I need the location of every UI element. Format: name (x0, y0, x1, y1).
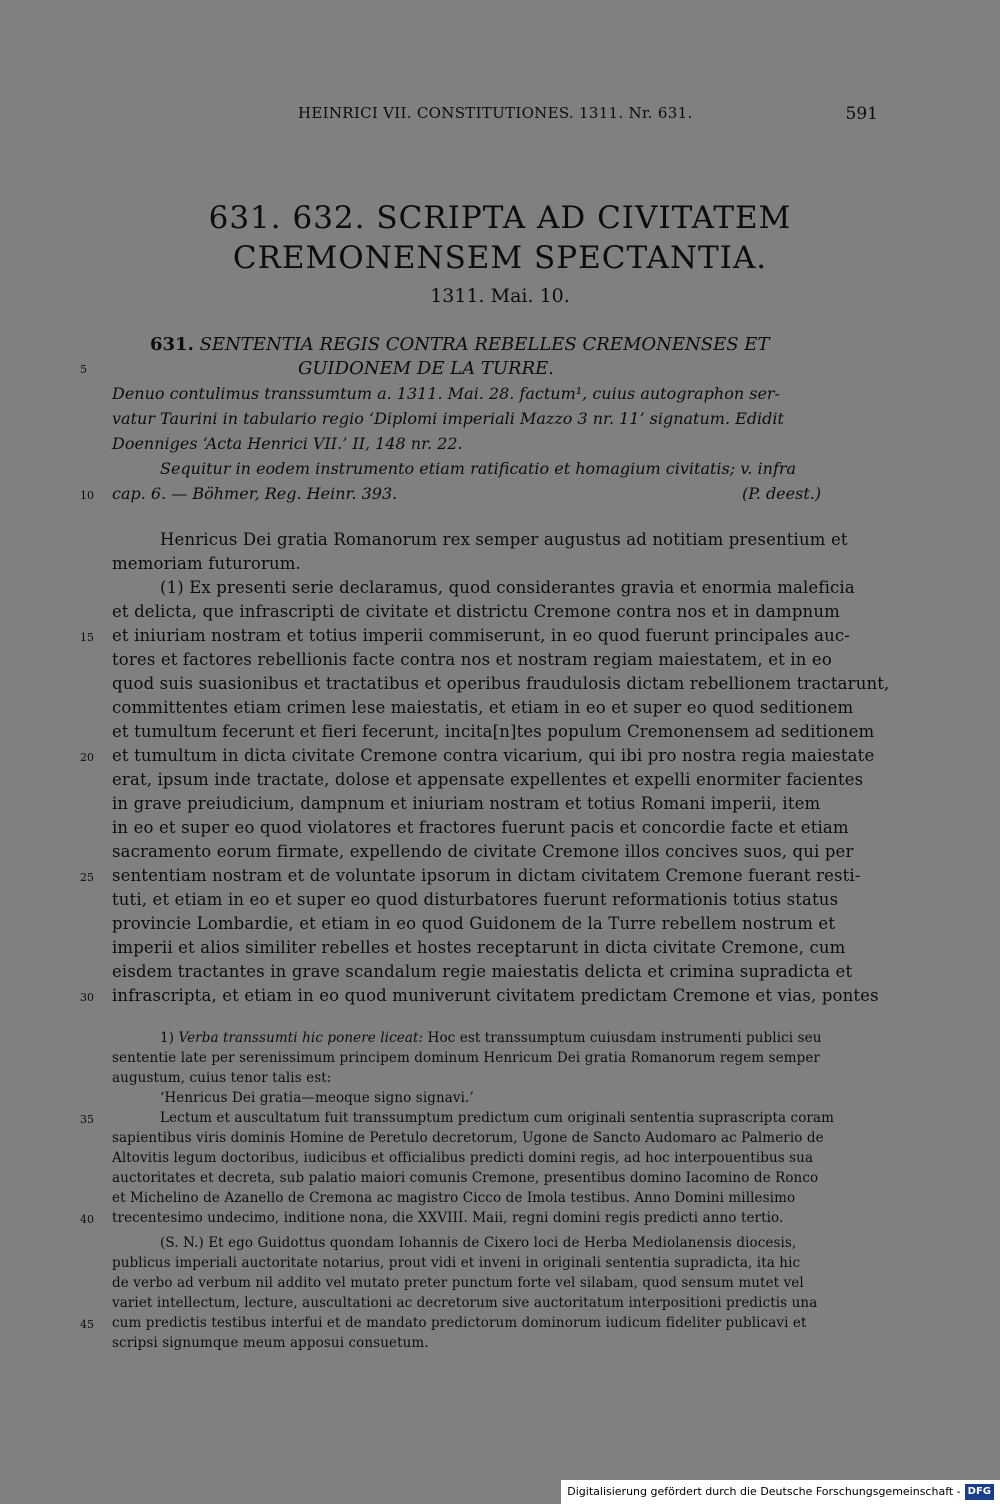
footnote-line: auctoritates et decreta, sub palatio maiori comunis Cremone, presentibus domino Iacomino de Ronco (112, 1170, 819, 1186)
footnote-line: sententie late per serenissimum principem dominum Henricum Dei gratia Romanorum regem semper (112, 1050, 821, 1066)
footnote-line: cum predictis testibus interfui et de mandato predictorum dominorum iudicum fideliter publicavi et (112, 1315, 807, 1331)
document-number: 631. (150, 334, 194, 355)
footnote-first-line (160, 1030, 822, 1046)
page-number: 591 (845, 104, 878, 124)
footnote-mark: 1) (160, 1030, 175, 1046)
footnote-line: de verbo ad verbum nil addito vel mutato preter punctum forte vel silabam, quod sensum mutet vel (112, 1275, 804, 1291)
body-line: et delicta, que infrascripti de civitate et districtu Cremone contra nos et in dampnum (112, 602, 840, 621)
body-line: erat, ipsum inde tractate, dolose et appensate expellentes et expelli enormiter facientes (112, 770, 864, 789)
footnote-line: Altovitis legum doctoribus, iudicibus et officialibus predicti domini regis, ad hoc interpouentibus sua (112, 1150, 814, 1166)
footnote-line: sapientibus viris dominis Homine de Peretulo decretorum, Ugone de Sancto Audomaro ac Palmerio de (112, 1130, 824, 1146)
footer-text: Digitalisierung gefördert durch die Deutsche Forschungsgemeinschaft - (567, 1485, 961, 1498)
body-line: committentes etiam crimen lese maiestatis, et etiam in eo et super eo quod seditionem (112, 698, 854, 717)
line-number: 10 (80, 489, 94, 502)
footnote-line: ‘Henricus Dei gratia—meoque signo signavi.’ (160, 1090, 474, 1106)
body-line: quod suis suasionibus et tractatibus et operibus fraudulosis dictam rebellionem tractarunt, (112, 674, 890, 693)
footnote-line: et Michelino de Azanello de Cremona ac magistro Cicco de Imola testibus. Anno Domini millesimo (112, 1190, 796, 1206)
body-line: et tumultum in dicta civitate Cremone contra vicarium, qui ibi pro nostra regia maiestate (112, 746, 875, 765)
body-line: sacramento eorum firmate, expellendo de civitate Cremone illos concives suos, qui per (112, 842, 854, 861)
intro-note-right: (P. deest.) (742, 484, 822, 503)
intro-line: Sequitur in eodem instrumento etiam ratificatio et homagium civitatis; v. infra (160, 459, 797, 478)
intro-line: cap. 6. — Böhmer, Reg. Heinr. 393. (112, 484, 398, 503)
body-line: memoriam futurorum. (112, 554, 301, 573)
line-number: 30 (80, 991, 94, 1004)
body-line: (1) Ex presenti serie declaramus, quod considerantes gravia et enormia maleficia (160, 578, 855, 597)
main-title-line-1: 631. 632. SCRIPTA AD CIVITATEM (208, 200, 792, 236)
intro-line: Denuo contulimus transsumtum a. 1311. Mai. 28. factum¹, cuius autographon ser- (112, 384, 780, 403)
document-heading-line-2: GUIDONEM DE LA TURRE. (298, 358, 554, 379)
intro-line: vatur Taurini in tabulario regio ‘Diplomi imperiali Mazzo 3 nr. 11’ signatum. Edidit (112, 409, 784, 428)
main-title (0, 198, 1000, 278)
body-line: imperii et alios similiter rebelles et hostes receptarunt in dicta civitate Cremone, cum (112, 938, 846, 957)
main-title-line-2: CREMONENSEM SPECTANTIA. (232, 240, 768, 276)
line-number: 15 (80, 631, 94, 644)
line-number: 20 (80, 751, 94, 764)
footnote-line: variet intellectum, lecture, auscultationi ac decretorum sive auctoritatum interpositioni predictis una (112, 1295, 818, 1311)
intro-line: Doenniges ‘Acta Henrici VII.’ II, 148 nr. 22. (112, 434, 463, 453)
line-number: 35 (80, 1113, 94, 1126)
running-header (0, 104, 1000, 128)
line-number: 45 (80, 1318, 94, 1331)
line-number: 25 (80, 871, 94, 884)
body-line: et tumultum fecerunt et fieri fecerunt, incita[n]tes populum Cremonensem ad seditionem (112, 722, 875, 741)
running-header-title: HEINRICI VII. CONSTITUTIONES. 1311. Nr. 631. (298, 104, 693, 122)
body-line: tores et factores rebellionis facte contra nos et nostram regiam maiestatem, et in eo (112, 650, 832, 669)
body-line: infrascripta, et etiam in eo quod muniverunt civitatem predictam Cremone et vias, pontes (112, 986, 879, 1005)
body-line: tuti, et etiam in eo et super eo quod disturbatores fuerunt reformationis totius status (112, 890, 839, 909)
footnote-line: (S. N.) Et ego Guidottus quondam Iohannis de Cixero loci de Herba Mediolanensis diocesis, (160, 1235, 797, 1251)
body-line: sententiam nostram et de voluntate ipsorum in dictam civitatem Cremone fuerant resti- (112, 866, 861, 885)
document-heading (150, 334, 769, 355)
footnote-line: trecentesimo undecimo, inditione nona, die XXVIII. Maii, regni domini regis predicti anno tertio. (112, 1210, 784, 1226)
body-line: et iniuriam nostram et totius imperii commiserunt, in eo quod fuerunt principales auc- (112, 626, 850, 645)
body-line: provincie Lombardie, et etiam in eo quod Guidonem de la Turre rebellem nostrum et (112, 914, 836, 933)
dfg-logo-icon: DFG (965, 1484, 994, 1500)
body-line: in eo et super eo quod violatores et fractores fuerunt pacis et concordie facte et etiam (112, 818, 849, 837)
footnote-line: augustum, cuius tenor talis est: (112, 1070, 332, 1086)
footnote-line: Hoc est transsumptum cuiusdam instrumenti publici seu (427, 1030, 822, 1046)
digitization-footer (561, 1480, 1000, 1504)
line-number: 5 (80, 363, 87, 376)
footnote-line: publicus imperiali auctoritate notarius, prout vidi et inveni in originali sententia supradicta, ita hic (112, 1255, 801, 1271)
line-number: 40 (80, 1213, 94, 1226)
footnote-line: scripsi signumque meum apposui consuetum. (112, 1335, 429, 1351)
body-line: Henricus Dei gratia Romanorum rex semper augustus ad notitiam presentium et (160, 530, 848, 549)
body-line: in grave preiudicium, dampnum et iniuriam nostram et totius Romani imperii, item (112, 794, 821, 813)
footnote-line: Lectum et auscultatum fuit transsumptum predictum cum originali sententia suprascripta coram (160, 1110, 835, 1126)
footnote-italic-intro: Verba transsumti hic ponere liceat: (178, 1030, 424, 1046)
date-line: 1311. Mai. 10. (430, 285, 570, 307)
body-line: eisdem tractantes in grave scandalum regie maiestatis delicta et crimina supradicta et (112, 962, 853, 981)
document-heading-line-1: SENTENTIA REGIS CONTRA REBELLES CREMONENSES ET (199, 334, 770, 355)
